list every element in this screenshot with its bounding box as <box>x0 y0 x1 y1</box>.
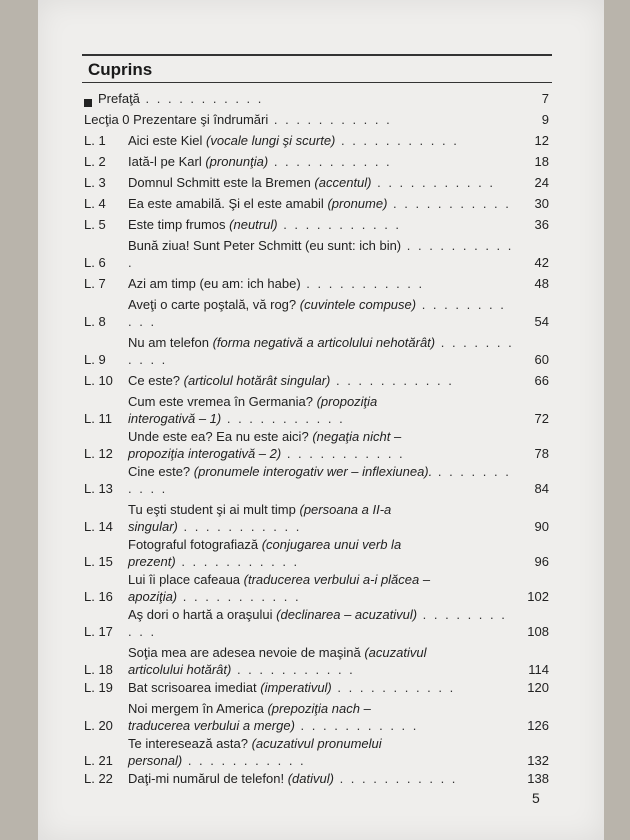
entry-note: (imperativul) <box>260 680 332 695</box>
leader-dots: . . . . . . . . . . . <box>294 718 419 733</box>
entry-note: (conjugarea unui verb la <box>261 537 402 552</box>
entry-title: Nu am telefon (forma negativă a articolului nehotărât) . . . . . . . . . . . <box>128 335 514 367</box>
entry-title: Lui îi place cafeaua (traducerea verbului a-i plăcea – apoziţia) . . . . . . . . . . . <box>128 572 431 604</box>
leader-dots: . . . . . . . . . . . <box>333 771 458 786</box>
toc-entry <box>84 571 549 605</box>
leader-dots: . . . . . . . . . . . <box>177 589 301 604</box>
entry-page-number: 18 <box>534 154 549 169</box>
toc-entry <box>84 463 549 497</box>
entry-note: (cuvintele compuse) <box>299 297 417 312</box>
entry-title: Cum este vremea în Germania? (propoziţia interogativă – 1) . . . . . . . . . . . <box>128 394 378 426</box>
entry-title: Tu eşti student şi ai mult timp (persoana a II-a singular) . . . . . . . . . . . <box>128 502 392 534</box>
entry-page-number: 120 <box>527 680 549 695</box>
leader-dots: . . . . . . . . . . . <box>128 464 511 496</box>
lesson-number: L. 1 <box>84 133 106 148</box>
entry-page-number: 30 <box>534 196 549 211</box>
entry-page-number: 66 <box>534 373 549 388</box>
toc-entry <box>84 372 549 389</box>
leader-dots: . . . . . . . . . . . <box>128 607 507 639</box>
lesson-number: L. 5 <box>84 217 106 232</box>
lesson-number: L. 3 <box>84 175 106 190</box>
entry-title: Bat scrisoarea imediat (imperativul) . . . . . . . . . . . <box>128 680 456 695</box>
lesson-number: L. 6 <box>84 255 106 270</box>
toc-entry <box>84 735 549 769</box>
entry-page-number: 90 <box>534 519 549 534</box>
entry-title: Ce este? (articolul hotărât singular) . . . . . . . . . . . <box>128 373 454 388</box>
entry-note: (prepoziţia nach – <box>267 701 371 716</box>
lesson-number: L. 21 <box>84 753 113 768</box>
entry-page-number: 36 <box>534 217 549 232</box>
table-of-contents <box>84 90 549 791</box>
lesson-number: L. 4 <box>84 196 106 211</box>
entry-note: (declinarea – acuzativul) <box>276 607 418 622</box>
lesson-number: L. 20 <box>84 718 113 733</box>
entry-page-number: 126 <box>527 718 549 733</box>
entry-title: Daţi-mi numărul de telefon! (dativul) . . . . . . . . . . . <box>128 771 458 786</box>
toc-entry <box>84 644 549 678</box>
leader-dots: . . . . . . . . . . . <box>268 112 392 127</box>
toc-entry <box>84 90 549 107</box>
entry-title: Aveţi o carte poştală, vă rog? (cuvintele compuse) . . . . . . . . . . . <box>128 297 506 329</box>
entry-note-continued: propoziţia interogativă – 2) <box>128 446 282 461</box>
bullet-marker <box>84 99 92 107</box>
entry-note: (accentul) <box>314 175 372 190</box>
entry-title: Iată-l pe Karl (pronunţia) . . . . . . . . . . . <box>128 154 392 169</box>
leader-dots: . . . . . . . . . . . <box>128 335 514 367</box>
entry-title: Aici este Kiel (vocale lungi şi scurte) . . . . . . . . . . . <box>128 133 459 148</box>
entry-note-continued: interogativă – 1) <box>128 411 222 426</box>
lesson-number: L. 11 <box>84 411 112 426</box>
entry-page-number: 108 <box>527 624 549 639</box>
leader-dots: . . . . . . . . . . . <box>281 446 405 461</box>
lesson-number: L. 7 <box>84 276 106 291</box>
lesson-number: L. 8 <box>84 314 106 329</box>
toc-entry <box>84 334 549 368</box>
leader-dots: . . . . . . . . . . . <box>177 519 302 534</box>
lesson-number: L. 15 <box>84 554 113 569</box>
toc-entry <box>84 111 549 128</box>
entry-page-number: 7 <box>541 91 549 106</box>
lesson-number: L. 14 <box>84 519 113 534</box>
leader-dots: . . . . . . . . . . . <box>221 411 345 426</box>
entry-title: Bună ziua! Sunt Peter Schmitt (eu sunt: ich bin) . . . . . . . . . . . <box>128 238 514 270</box>
lesson-number: L. 18 <box>84 662 113 677</box>
entry-note: (acuzativul <box>364 645 427 660</box>
lesson-number: L. 12 <box>84 446 113 461</box>
toc-entry <box>84 679 549 696</box>
lesson-number: L. 2 <box>84 154 106 169</box>
entry-page-number: 102 <box>527 589 549 604</box>
header-rule-top <box>82 54 552 56</box>
entry-title: Cine este? (pronumele interogativ wer – inflexiunea). . . . . . . . . . . . <box>128 464 511 496</box>
toc-entry <box>84 606 549 640</box>
entry-note: (vocale lungi şi scurte) <box>206 133 336 148</box>
page-title: Cuprins <box>88 60 153 79</box>
toc-entry <box>84 195 549 212</box>
header-rule-bottom <box>82 82 552 83</box>
entry-note-continued: articolului hotărât) <box>128 662 232 677</box>
entry-note-continued: traducerea verbului a merge) <box>128 718 295 733</box>
toc-entry <box>84 296 549 330</box>
entry-title: Este timp frumos (neutrul) . . . . . . . . . . . <box>128 217 402 232</box>
lesson-number: L. 17 <box>84 624 113 639</box>
entry-page-number: 12 <box>534 133 549 148</box>
lesson-number: L. 9 <box>84 352 106 367</box>
leader-dots: . . . . . . . . . . . <box>175 554 300 569</box>
entry-note: (propoziţia <box>316 394 378 409</box>
leader-dots: . . . . . . . . . . . <box>300 276 425 291</box>
leader-dots: . . . . . . . . . . . <box>331 680 456 695</box>
entry-page-number: 48 <box>534 276 549 291</box>
entry-page-number: 96 <box>534 554 549 569</box>
entry-note: (traducerea verbului a-i plăcea – <box>243 572 431 587</box>
leader-dots: . . . . . . . . . . . <box>387 196 511 211</box>
page-number: 5 <box>532 790 540 806</box>
leader-dots: . . . . . . . . . . . <box>128 297 506 329</box>
toc-entry <box>84 700 549 734</box>
entry-title: Domnul Schmitt este la Bremen (accentul) . . . . . . . . . . . <box>128 175 495 190</box>
leader-dots: . . . . . . . . . . . <box>330 373 454 388</box>
toc-entry <box>84 536 549 570</box>
toc-entry <box>84 153 549 170</box>
lesson-number: L. 19 <box>84 680 113 695</box>
leader-dots: . . . . . . . . . . . <box>277 217 402 232</box>
toc-entry <box>84 132 549 149</box>
entry-page-number: 42 <box>534 255 549 270</box>
toc-entry <box>84 237 549 271</box>
leader-dots: . . . . . . . . . . . <box>128 238 514 270</box>
toc-entry <box>84 770 549 787</box>
lesson-number: L. 16 <box>84 589 113 604</box>
entry-note: (negaţia nicht – <box>312 429 402 444</box>
entry-title: Fotograful fotografiază (conjugarea unui verb la prezent) . . . . . . . . . . . <box>128 537 402 569</box>
toc-entry <box>84 216 549 233</box>
entry-page-number: 138 <box>527 771 549 786</box>
entry-page-number: 78 <box>534 446 549 461</box>
toc-entry <box>84 393 549 427</box>
lesson-number: L. 10 <box>84 373 113 388</box>
leader-dots: . . . . . . . . . . . <box>371 175 495 190</box>
entry-note: (pronume) <box>327 196 388 211</box>
entry-note: (pronunţia) <box>205 154 269 169</box>
entry-title: Ea este amabilă. Şi el este amabil (pronume) . . . . . . . . . . . <box>128 196 511 211</box>
entry-title: Azi am timp (eu am: ich habe) . . . . . . . . . . . <box>128 276 425 291</box>
entry-page-number: 72 <box>534 411 549 426</box>
entry-page-number: 60 <box>534 352 549 367</box>
entry-title: Aş dori o hartă a oraşului (declinarea – acuzativul) . . . . . . . . . . . <box>128 607 507 639</box>
entry-page-number: 24 <box>534 175 549 190</box>
entry-note-continued: personal) <box>128 753 183 768</box>
leader-dots: . . . . . . . . . . . <box>268 154 392 169</box>
entry-title: Noi mergem în America (prepoziţia nach – traducerea verbului a merge) . . . . . . . . . . . <box>128 701 419 733</box>
entry-note-continued: prezent) <box>128 554 176 569</box>
toc-entry <box>84 174 549 191</box>
entry-note-continued: apoziţia) <box>128 589 178 604</box>
entry-page-number: 114 <box>528 662 549 677</box>
entry-page-number: 132 <box>527 753 549 768</box>
entry-page-number: 9 <box>541 112 549 127</box>
leader-dots: . . . . . . . . . . . <box>139 91 264 106</box>
entry-note: (dativul) <box>287 771 334 786</box>
entry-note: (persoana a II-a <box>299 502 392 517</box>
toc-entry <box>84 501 549 535</box>
entry-title: Unde este ea? Ea nu este aici? (negaţia nicht – propoziţia interogativă – 2) . . . . . . . . . . . <box>128 429 405 461</box>
entry-note: (neutrul) <box>229 217 278 232</box>
entry-note: (acuzativul pronumelui <box>251 736 382 751</box>
lesson-number: L. 13 <box>84 481 113 496</box>
lesson-number: L. 22 <box>84 771 113 786</box>
entry-title: Soţia mea are adesea nevoie de maşină (acuzativul articolului hotărât) . . . . . . . . . . . <box>128 645 427 677</box>
entry-title: Lecţia 0 Prezentare şi îndrumări . . . . . . . . . . . <box>84 112 392 127</box>
toc-entry <box>84 275 549 292</box>
leader-dots: . . . . . . . . . . . <box>335 133 459 148</box>
entry-note-continued: singular) <box>128 519 178 534</box>
leader-dots: . . . . . . . . . . . <box>231 662 355 677</box>
entry-title: Prefaţă . . . . . . . . . . . <box>98 91 264 106</box>
leader-dots: . . . . . . . . . . . <box>182 753 306 768</box>
toc-entry <box>84 428 549 462</box>
entry-page-number: 54 <box>534 314 549 329</box>
entry-title: Te interesează asta? (acuzativul pronumelui personal) . . . . . . . . . . . <box>128 736 382 768</box>
entry-page-number: 84 <box>534 481 549 496</box>
entry-note: (forma negativă a articolului nehotărât) <box>212 335 436 350</box>
entry-note: (pronumele interogativ wer – inflexiunea). <box>193 464 433 479</box>
entry-note: (articolul hotărât singular) <box>183 373 331 388</box>
